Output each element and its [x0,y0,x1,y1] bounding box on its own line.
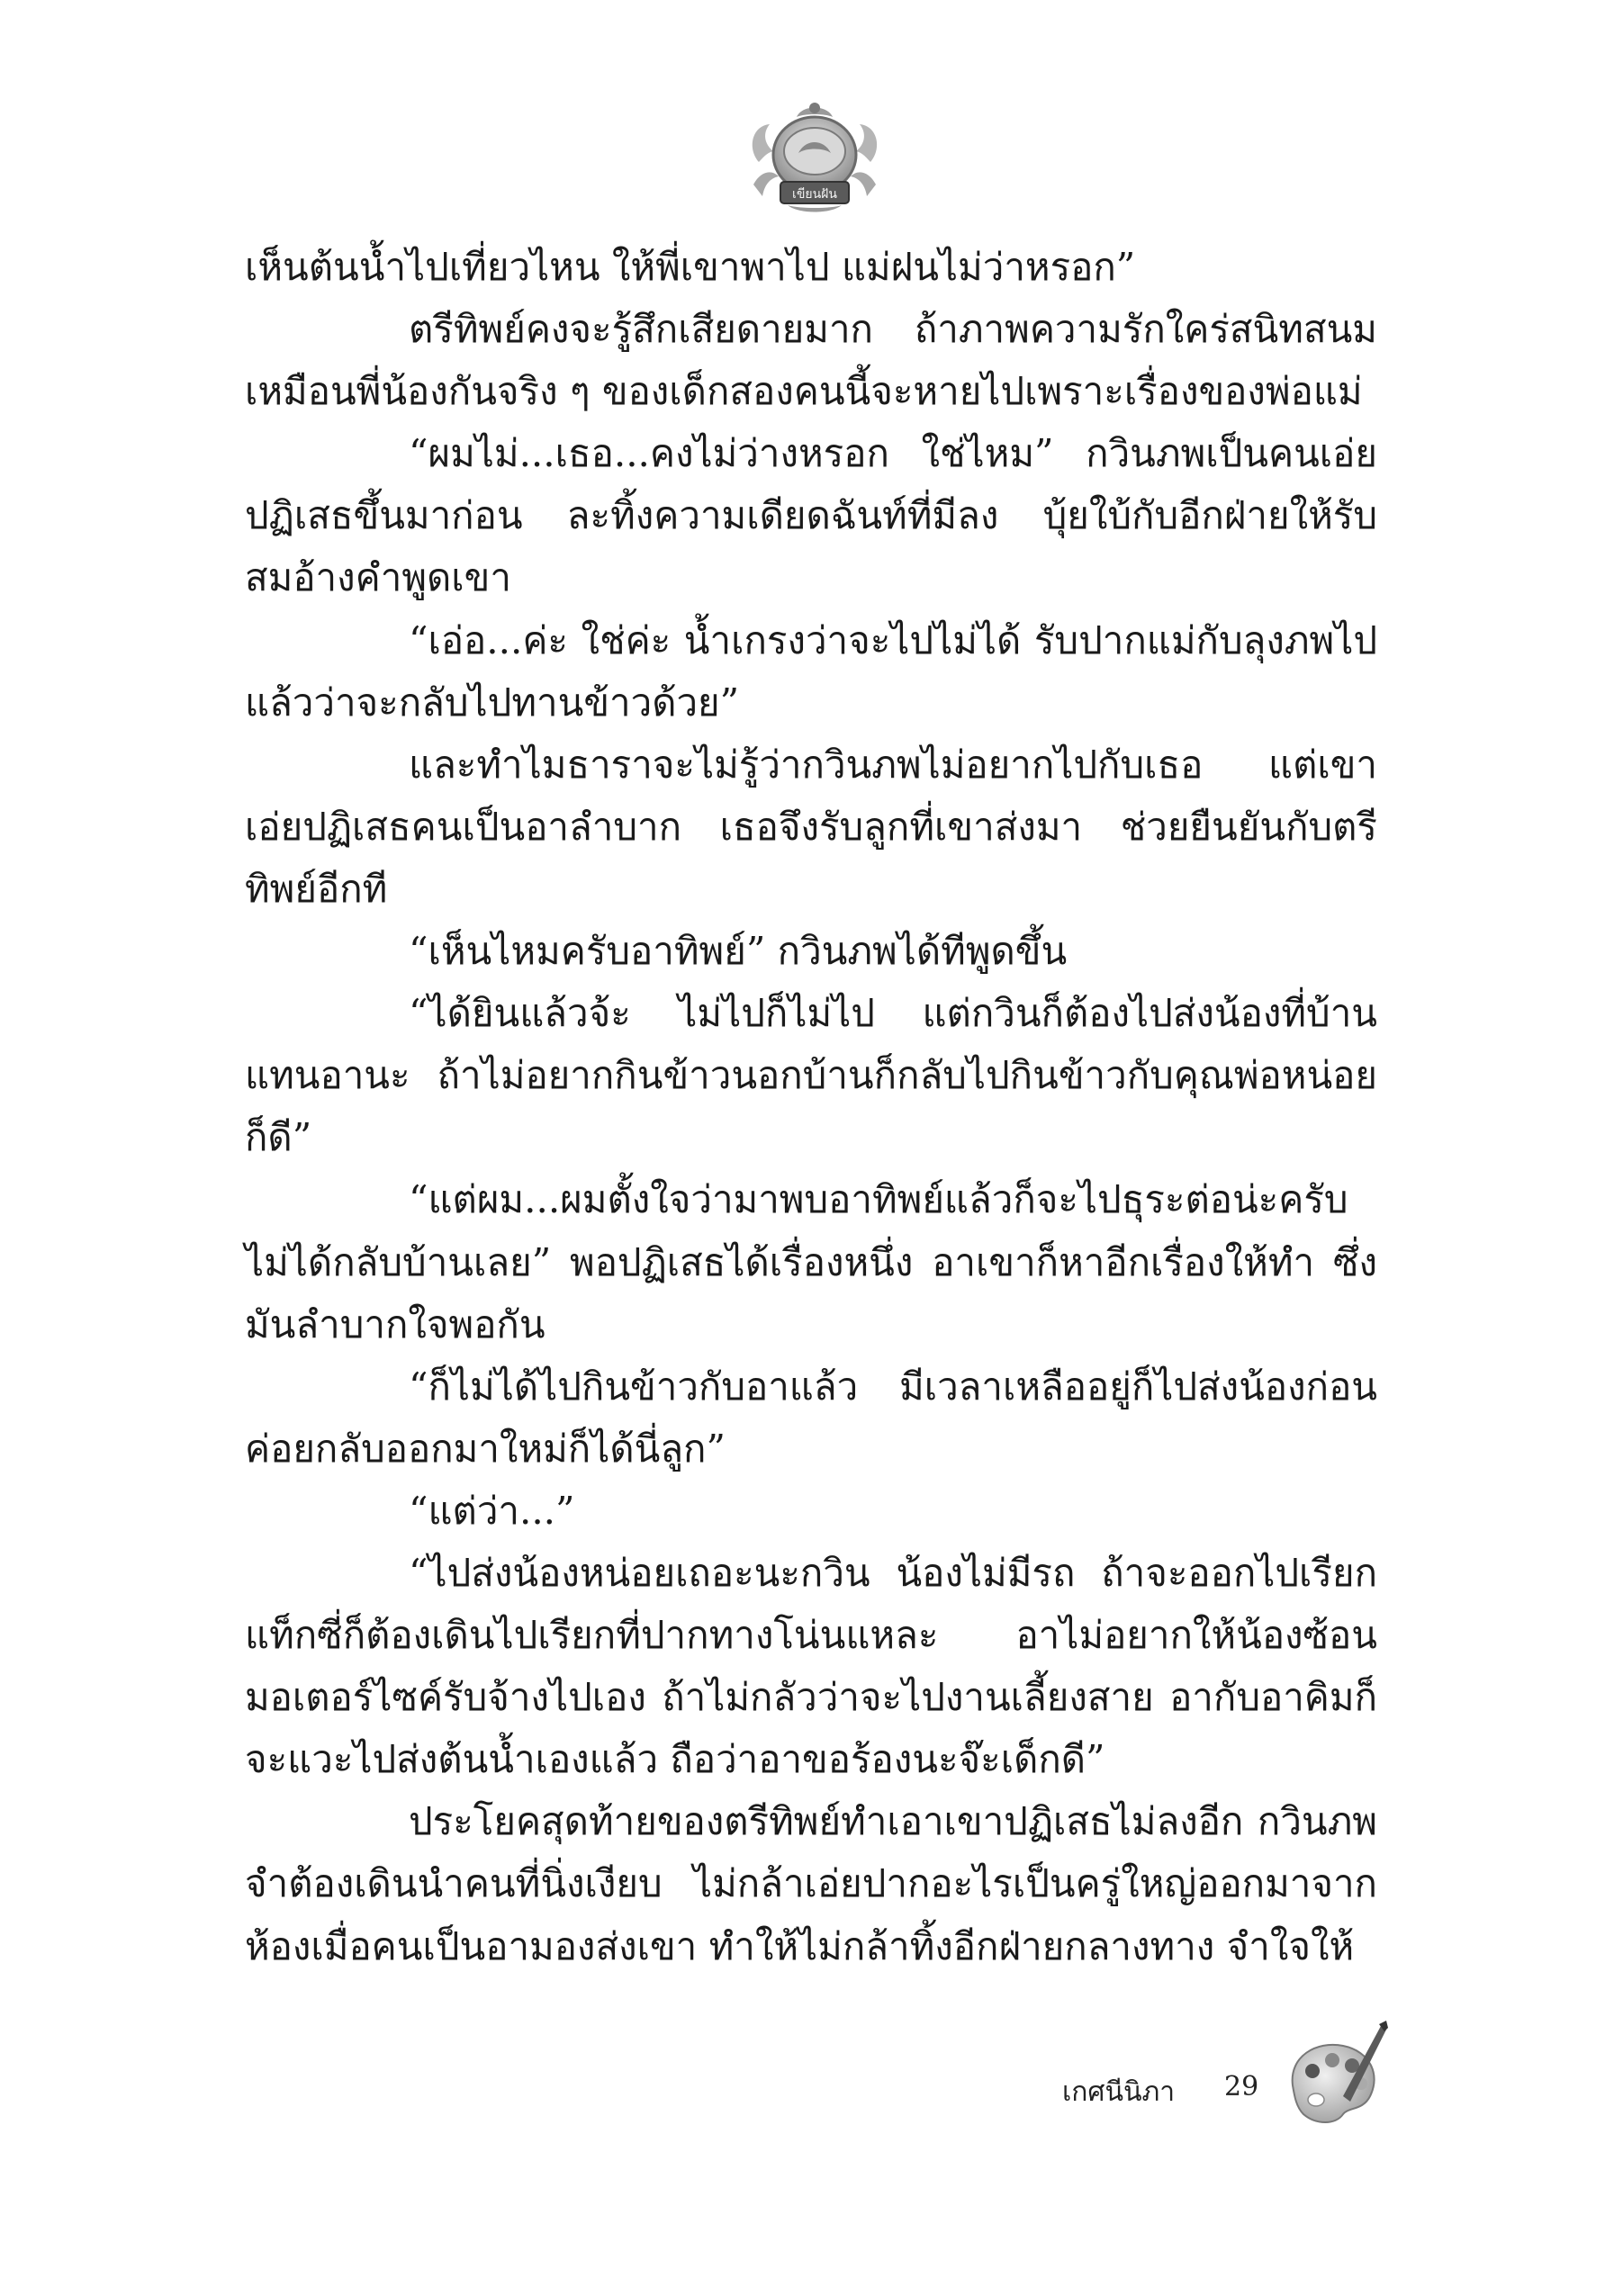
page-number: 29 [1224,2071,1259,2102]
paragraph-1: เห็นต้นน้ำไปเที่ยวไหน ให้พี่เขาพาไป แม่ฝนไม่ว่าหรอก” [245,245,1136,289]
paragraph-6: “เห็นไหมครับอาทิพย์” กวินภพได้ทีพูดขึ้น [409,929,1068,974]
paragraph-11: “ไปส่งน้องหน่อยเถอะนะกวิน น้องไม่มีรถ ถ้าจะออกไปเรียกแท็กซี่ก็ต้องเดินไปเรียกที่ปากทางโน่นแหละ อาไม่อยากให้น้องซ้อนมอเตอร์ไซค์รับจ้างไปเอง ถ้าไม่กลัวว่าจะไปงานเลี้ยงสาย อากับอาคิมก็จะแวะไปส่งต้นน้ำเองแล้ว ถือว่าอาขอร้องนะจ๊ะเด็กดี” [245,1550,1377,1782]
paragraph-12: ประโยคสุดท้ายของตรีทิพย์ทำเอาเขาปฏิเสธไม่ลงอีก กวินภพจำต้องเดินนำคนที่นิ่งเงียบ ไม่กล้าเอ่ยปากอะไรเป็นครู่ใหญ่ออกมาจากห้องเมื่อคนเป็นอามองส่งเขา ทำให้ไม่กล้าทิ้งอีกฝ่ายกลางทาง จำใจให้ [245,1799,1377,1968]
paragraph-5: และทำไมธาราจะไม่รู้ว่ากวินภพไม่อยากไปกับเธอ แต่เขาเอ่ยปฏิเสธคนเป็นอาลำบาก เธอจึงรับลูกที่เขาส่งมา ช่วยยืนยันกับตรีทิพย์อีกที [245,742,1377,911]
paragraph-7: “ได้ยินแล้วจ้ะ ไม่ไปก็ไม่ไป แต่กวินก็ต้องไปส่งน้องที่บ้านแทนอานะ ถ้าไม่อยากกินข้าวนอกบ้านก็กลับไปกินข้าวกับคุณพ่อหน่อยก็ดี” [245,991,1377,1160]
paint-palette-icon [1280,2021,1388,2138]
footer-author: เกศนีนิภา [1062,2076,1176,2108]
ornamental-crest-icon [743,99,887,216]
paragraph-8: “แต่ผม...ผมตั้งใจว่ามาพบอาทิพย์แล้วก็จะไปธุระต่อน่ะครับไม่ได้กลับบ้านเลย” พอปฏิเสธได้เรื่องหนึ่ง อาเขาก็หาอีกเรื่องให้ทำ ซึ่งมันลำบากใจพอกัน [245,1177,1377,1346]
paragraph-9: “ก็ไม่ได้ไปกินข้าวกับอาแล้ว มีเวลาเหลืออยู่ก็ไปส่งน้องก่อนค่อยกลับออกมาใหม่ก็ได้นี่ลูก” [245,1364,1377,1471]
paragraph-10: “แต่ว่า...” [409,1488,575,1533]
page-footer [1035,2021,1413,2147]
paragraph-4: “เอ่อ...ค่ะ ใช่ค่ะ น้ำเกรงว่าจะไปไม่ได้ รับปากแม่กับลุงภพไปแล้วว่าจะกลับไปทานข้าวด้วย” [245,617,1377,725]
body-text [245,236,1377,1977]
emblem-text: เขียนฝัน [792,187,837,202]
paragraph-2: ตรีทิพย์คงจะรู้สึกเสียดายมาก ถ้าภาพความรักใคร่สนิทสนมเหมือนพี่น้องกันจริง ๆ ของเด็กสองคนนี้จะหายไปเพราะเรื่องของพ่อแม่ [245,307,1377,414]
paragraph-3: “ผมไม่...เธอ...คงไม่ว่างหรอก ใช่ไหม” กวินภพเป็นคนเอ่ยปฏิเสธขึ้นมาก่อน ละทิ้งความเดียดฉันท์ที่มีลง บุ้ยใบ้กับอีกฝ่ายให้รับสมอ้างคำพูดเขา [245,431,1377,600]
